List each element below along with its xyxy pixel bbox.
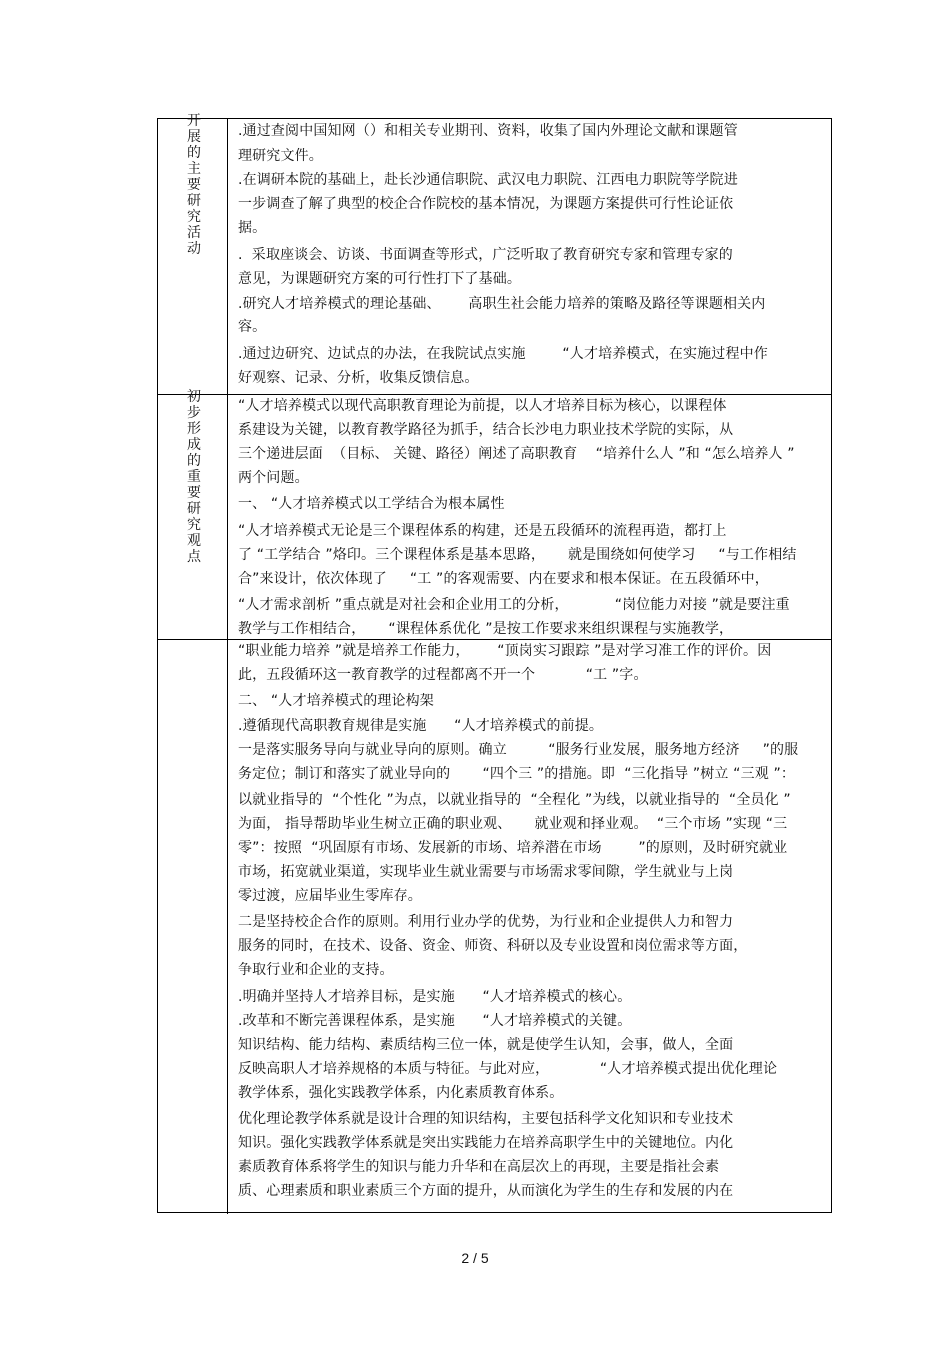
text-line: 反映高职人才培养规格的本质与特征。与此对应， “人才培养模式提出优化理论 xyxy=(238,1061,778,1077)
text-line: 二是坚持校企合作的原则。利用行业办学的优势，为行业和企业提供人力和智力 xyxy=(238,914,734,930)
table-row-research-viewpoints xyxy=(158,389,831,640)
text-line: 零”：按照 “巩固原有市场、发展新的市场、培养潜在市场 ”的原则，及时研究就业 xyxy=(238,840,788,856)
text-line: “人才需求剖析 ”重点就是对社会和企业用工的分析， “岗位能力对接 ”就是要注重 xyxy=(238,597,790,613)
text-line: 系建设为关键，以教育教学路径为抓手，结合长沙电力职业技术学院的实际，从 xyxy=(238,422,734,438)
row-content-cell xyxy=(228,640,831,1214)
text-line: 质、心理素质和职业素质三个方面的提升，从而演化为学生的生存和发展的内在 xyxy=(238,1183,734,1199)
text-line: 服务的同时，在技术、设备、资金、师资、科研以及专业设置和岗位需求等方面， xyxy=(238,938,748,954)
document-table xyxy=(157,113,832,1213)
text-line: 好观察、记录、分析，收集反馈信息。 xyxy=(238,370,479,386)
text-line: .研究人才培养模式的理论基础、 高职生社会能力培养的策略及路径等课题相关内 xyxy=(238,296,766,312)
text-line: 容。 xyxy=(238,319,267,335)
text-line: 意见，为课题研究方案的可行性打下了基础。 xyxy=(238,271,521,287)
text-line: 知识结构、能力结构、素质结构三位一体，就是使学生认知，会事，做人，全面 xyxy=(238,1037,734,1053)
row-label: 初步形成的重要研究观点 xyxy=(187,389,201,565)
text-line: 教学体系，强化实践教学体系，内化素质教育体系。 xyxy=(238,1085,564,1101)
row-label-cell xyxy=(158,389,228,639)
text-line: 一步调查了解了典型的校企合作院校的基本情况，为课题方案提供可行性论证依 xyxy=(238,196,734,212)
text-line: 合”来设计，依次体现了 “工 ”的客观需要、内在要求和根本保证。在五段循环中， xyxy=(238,571,769,587)
text-line: “人才培养模式以现代高职教育理论为前提，以人才培养目标为核心，以课程体 xyxy=(238,398,727,414)
text-line: 知识。强化实践教学体系就是突出实践能力在培养高职学生中的关键地位。内化 xyxy=(238,1135,734,1151)
text-line: 二、 “人才培养模式的理论构架 xyxy=(238,693,434,709)
text-line: 素质教育体系将学生的知识与能力升华和在高层次上的再现，主要是指社会素 xyxy=(238,1159,720,1175)
text-line: .通过边研究、边试点的办法，在我院试点实施 “人才培养模式，在实施过程中作 xyxy=(238,346,768,362)
row-content-cell xyxy=(228,395,831,639)
text-line: .明确并坚持人才培养目标，是实施 “人才培养模式的核心。 xyxy=(238,989,632,1005)
text-line: .在调研本院的基础上，赴长沙通信职院、武汉电力职院、江西电力职院等学院进 xyxy=(238,172,738,188)
text-line: .通过查阅中国知网（）和相关专业期刊、资料，收集了国内外理论文献和课题管 xyxy=(238,123,738,139)
text-line: .遵循现代高职教育规律是实施 “人才培养模式的前提。 xyxy=(238,718,604,734)
text-line: 零过渡，应届毕业生零库存。 xyxy=(238,888,422,904)
text-line: . 采取座谈会、访谈、书面调查等形式，广泛听取了教育研究专家和管理专家的 xyxy=(238,247,733,263)
text-line: 市场，拓宽就业渠道，实现毕业生就业需要与市场需求零间隙，学生就业与上岗 xyxy=(238,864,734,880)
table-row-research-activities xyxy=(158,113,831,395)
text-line: 三个递进层面 （目标、 关键、路径）阐述了高职教育 “培养什么人 ”和 “怎么培养人 ” xyxy=(238,446,795,462)
text-line: 此，五段循环这一教育教学的过程都离不开一个 “工 ”字。 xyxy=(238,667,648,683)
text-line: 了 “工学结合 ”烙印。三个课程体系是基本思路， 就是围绕如何使学习 “与工作相结 xyxy=(238,547,797,563)
text-line: 教学与工作相结合， “课程体系优化 ”是按工作要求来组织课程与实施教学， xyxy=(238,621,734,637)
page-number: 2 / 5 xyxy=(461,1250,489,1266)
row-content-cell xyxy=(228,119,831,394)
text-line: “职业能力培养 ”就是培养工作能力， “顶岗实习跟踪 ”是对学习准工作的评价。因 xyxy=(238,643,772,659)
text-line: 争取行业和企业的支持。 xyxy=(238,962,394,978)
text-line: 两个问题。 xyxy=(238,470,309,486)
text-line: 优化理论教学体系就是设计合理的知识结构，主要包括科学文化知识和专业技术 xyxy=(238,1111,734,1127)
text-line: “人才培养模式无论是三个课程体系的构建，还是五段循环的流程再造，都打上 xyxy=(238,523,727,539)
text-line: 以就业指导的 “个性化 ”为点，以就业指导的 “全程化 ”为线，以就业指导的 “全员化 ” xyxy=(238,792,791,808)
text-line: 为面， 指导帮助毕业生树立正确的职业观、 就业观和择业观。 “三个市场 ”实现 “三 xyxy=(238,816,788,832)
table-row-continued xyxy=(158,640,831,1214)
row-label: 开展的主要研究活动 xyxy=(187,113,201,257)
text-line: 务定位；制订和落实了就业导向的 “四个三 ”的措施。即 “三化指导 ”树立 “三观 ”： xyxy=(238,766,796,782)
text-line: 理研究文件。 xyxy=(238,148,323,164)
row-label-cell xyxy=(158,113,228,394)
row-label-cell xyxy=(158,640,228,1214)
text-line: .改革和不断完善课程体系，是实施 “人才培养模式的关键。 xyxy=(238,1013,632,1029)
text-line: 据。 xyxy=(238,220,267,236)
text-line: 一、 “人才培养模式以工学结合为根本属性 xyxy=(238,496,505,512)
text-line: 一是落实服务导向与就业导向的原则。确立 “服务行业发展，服务地方经济 ”的服 xyxy=(238,742,799,758)
